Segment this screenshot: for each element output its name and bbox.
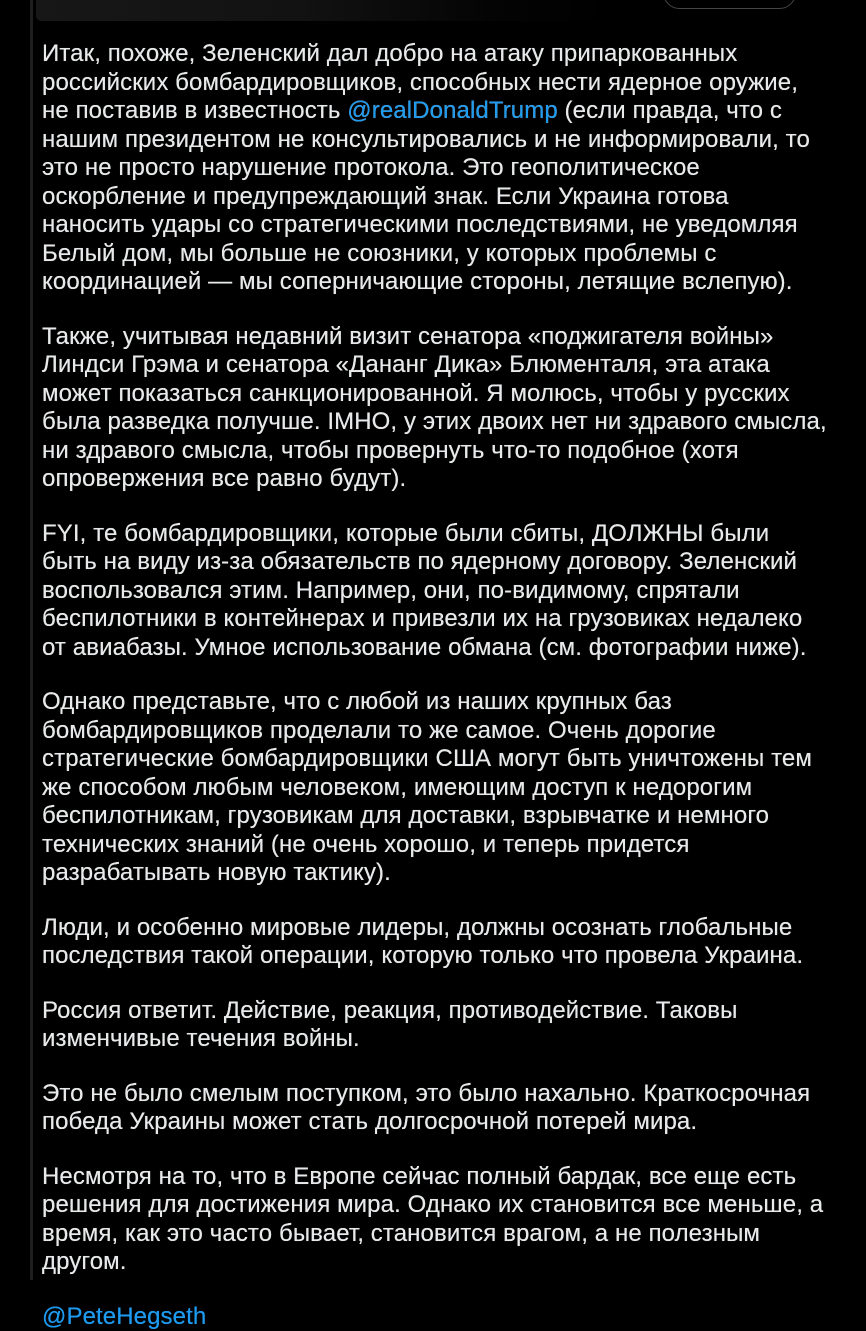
post-body <box>42 40 830 1331</box>
paragraph-1 <box>42 40 830 297</box>
paragraph-6: Россия ответит. Действие, реакция, противодействие. Таковы изменчивые течения войны. <box>42 997 830 1054</box>
paragraph-1-text-after: (если правда, что с нашим президентом не консультировались и не информировали, то это не просто нарушение протокола. Это геополитическое оскорбление и предупреждающий знак. Если Украина готова наносить удары со стратегическими последствиями, не уведомляя Белый дом, мы больше не союзники, у которых проблемы с координацией — мы соперничающие стороны, летящие вслепую). <box>42 97 810 295</box>
paragraph-3: FYI, те бомбардировщики, которые были сбиты, ДОЛЖНЫ были быть на виду из-за обязательств по ядерному договору. Зеленский воспользовался этим. Например, они, по-видимому, спрятали беспилотники в контейнерах и привезли их на грузовиках недалеко от авиабазы. Умное использование обмана (см. фотографии ниже). <box>42 520 830 663</box>
paragraph-7: Это не было смелым поступком, это было нахально. Краткосрочная победа Украины может стать долгосрочной потерей мира. <box>42 1080 830 1137</box>
follow-button-outline[interactable] <box>663 0 796 9</box>
paragraph-1-text-before: Итак, похоже, Зеленский дал добро на атаку припаркованных российских бомбардировщиков, способных нести ядерное оружие, не поставив в известность <box>42 40 798 124</box>
paragraph-8: Несмотря на то, что в Европе сейчас полный бардак, все еще есть решения для достижения мира. Однако их становится все меньше, а время, как это часто бывает, становится врагом, а не полезным другом. <box>42 1163 830 1277</box>
mention-realdonaldtrump-link[interactable]: @realDonaldTrump <box>347 97 558 124</box>
screenshot-left-edge-divider <box>30 0 33 1280</box>
mention-petehegseth-link[interactable]: @PeteHegseth <box>42 1303 206 1331</box>
paragraph-5: Люди, и особенно мировые лидеры, должны осознать глобальные последствия такой операции, которую только что провела Украина. <box>42 914 830 971</box>
blurred-author-bar <box>36 0 616 21</box>
paragraph-4: Однако представьте, что с любой из наших крупных баз бомбардировщиков проделали то же самое. Очень дорогие стратегические бомбардировщики США могут быть уничтожены тем же способом любым человеком, имеющим доступ к недорогим беспилотникам, грузовикам для доставки, взрывчатке и немного технических знаний (не очень хорошо, и теперь придется разрабатывать новую тактику). <box>42 688 830 888</box>
paragraph-2: Также, учитывая недавний визит сенатора «поджигателя войны» Линдси Грэма и сенатора «Дананг Дика» Блюменталя, эта атака может показаться санкционированной. Я молюсь, чтобы у русских была разведка получше. IMHO, у этих двоих нет ни здравого смысла, ни здравого смысла, чтобы провернуть что-то подобное (хотя опровержения все равно будут). <box>42 323 830 494</box>
